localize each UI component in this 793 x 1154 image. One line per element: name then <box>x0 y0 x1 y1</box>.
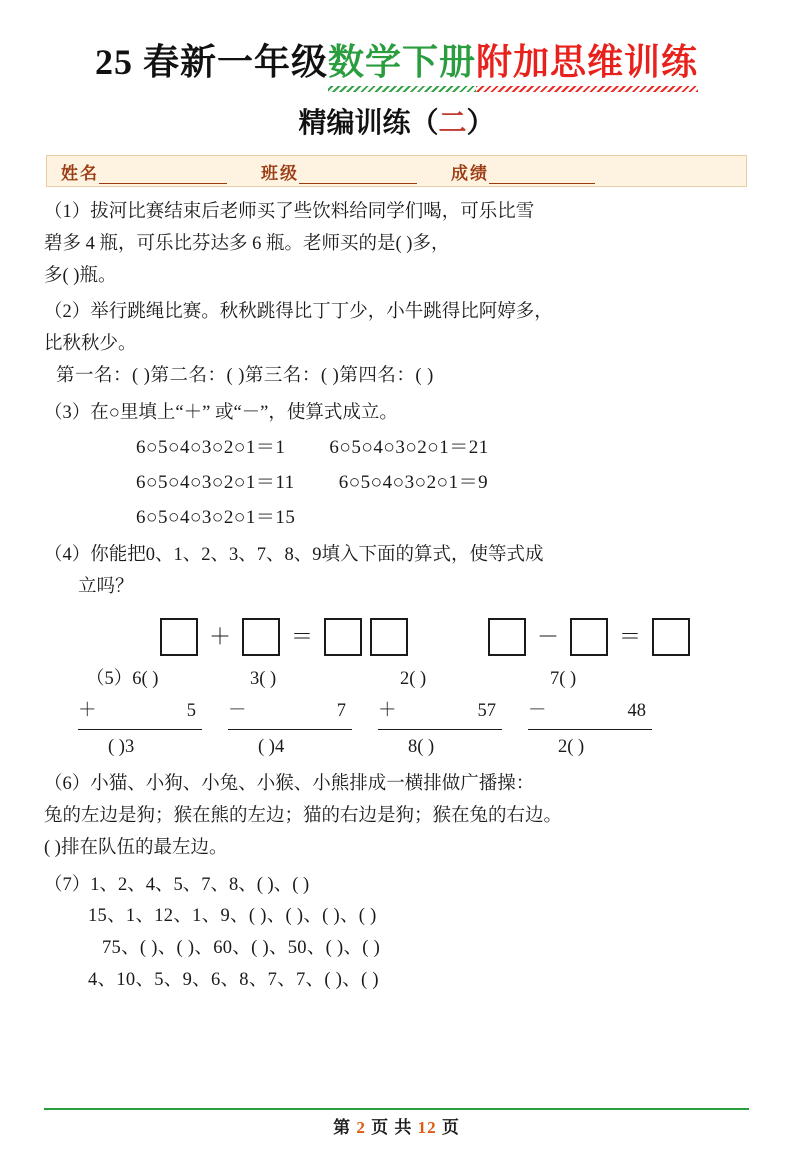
name-blank[interactable] <box>99 169 227 184</box>
answer-box[interactable] <box>242 618 280 656</box>
worksheet-page <box>0 34 793 1154</box>
score-field[interactable] <box>451 159 595 184</box>
question-3 <box>44 398 749 535</box>
footer-middle: 页 共 <box>371 1118 413 1137</box>
question-4-line-2: 立吗？ <box>78 576 134 597</box>
vertical-sum-3-mid <box>378 696 502 731</box>
title-part-green: 数学下册 <box>328 34 476 85</box>
question-4-equals-2: ＝ <box>619 623 642 649</box>
answer-box[interactable] <box>160 618 198 656</box>
vertical-sum-3 <box>378 664 528 764</box>
question-2-line-1: （2）举行跳绳比赛。秋秋跳得比丁丁少，小牛跳得比阿婷多， <box>44 302 553 323</box>
question-1-line-3: 多( )瓶。 <box>44 265 117 286</box>
footer-suffix: 页 <box>441 1118 460 1137</box>
question-2 <box>44 297 749 392</box>
vertical-sum-1-number: 5 <box>186 700 196 721</box>
vertical-sum-3-number: 57 <box>477 700 496 721</box>
question-4-operator-2: － <box>537 623 560 649</box>
question-3-equation-2b: 6○5○4○3○2○1＝9 <box>338 471 489 493</box>
question-2-line-2: 比秋秋少。 <box>44 334 137 355</box>
question-4-line-1: （4）你能把0、1、2、3、7、8、9填入下面的算式，使等式成 <box>44 545 544 566</box>
question-3-equation-row-2 <box>44 465 749 500</box>
vertical-sum-3-result: 8( ) <box>408 737 435 758</box>
vertical-sum-2-number: 7 <box>336 700 346 721</box>
question-6-line-2: 兔的左边是狗；猴在熊的左边；猫的右边是狗；猴在兔的右边。 <box>44 805 563 826</box>
question-1-line-1: （1）拔河比赛结束后老师买了些饮料给同学们喝，可乐比雪 <box>44 202 535 222</box>
footer-prefix: 第 <box>333 1118 352 1137</box>
page-title <box>0 34 793 85</box>
question-3-equation-3a: 6○5○4○3○2○1＝15 <box>136 506 296 528</box>
question-3-line-1: （3）在○里填上“＋” 或“－”，使算式成立。 <box>44 402 398 423</box>
vertical-sum-3-operator: ＋ <box>378 700 397 721</box>
vertical-sum-1-result: ( )3 <box>108 737 135 758</box>
question-1-line-2: 碧多 4 瓶，可乐比芬达多 6 瓶。老师买的是( )多， <box>44 233 450 254</box>
name-field[interactable] <box>61 159 227 184</box>
question-7-line-4: 4、10、5、9、6、8、7、7、( )、( ) <box>88 970 379 991</box>
subtitle-suffix: ） <box>466 108 495 139</box>
class-field[interactable] <box>261 159 417 184</box>
question-3-equation-row-1 <box>44 430 749 465</box>
question-7 <box>44 870 749 997</box>
class-label: 班级 <box>261 163 299 183</box>
question-4-operator-1: ＋ <box>209 623 232 649</box>
question-3-equation-1a: 6○5○4○3○2○1＝1 <box>136 436 286 458</box>
vertical-sum-2-mid <box>228 696 352 731</box>
question-6-line-3: ( )排在队伍的最左边。 <box>44 837 228 858</box>
vertical-sum-4-result: 2( ) <box>558 737 585 758</box>
vertical-sum-4 <box>528 664 678 764</box>
vertical-sum-1-top <box>78 664 228 696</box>
question-3-equation-2a: 6○5○4○3○2○1＝11 <box>136 471 295 493</box>
question-5-columns <box>44 664 749 764</box>
question-4-box-row <box>44 618 749 656</box>
student-info-bar <box>46 155 747 187</box>
vertical-sum-4-number: 48 <box>627 700 646 721</box>
answer-box[interactable] <box>570 618 608 656</box>
subtitle-prefix: 精编训练（ <box>298 108 439 139</box>
name-label: 姓名 <box>61 163 99 183</box>
vertical-sum-2-operator: － <box>228 700 247 721</box>
answer-box[interactable] <box>488 618 526 656</box>
title-part-black: 25 春新一年级 <box>94 42 328 82</box>
score-blank[interactable] <box>489 169 595 184</box>
vertical-sum-1-mid <box>78 696 202 731</box>
subtitle-number: 二 <box>438 108 467 139</box>
question-7-line-1: （7）1、2、4、5、7、8、( )、( ) <box>44 874 310 895</box>
question-2-rank-line: 第一名：( )第二名：( )第三名：( )第四名：( ) <box>56 366 434 387</box>
question-1 <box>44 197 749 292</box>
vertical-sum-3-operand: 2( ) <box>400 668 427 689</box>
page-subtitle <box>0 101 793 141</box>
vertical-sum-1-operand: 6( ) <box>132 668 159 689</box>
question-4-equals-1: ＝ <box>291 623 314 649</box>
title-part-red: 附加思维训练 <box>476 34 698 85</box>
worksheet-content <box>44 197 749 997</box>
answer-box[interactable] <box>370 618 408 656</box>
question-6-line-1: （6）小猫、小狗、小兔、小猴、小熊排成一横排做广播操： <box>44 774 535 795</box>
question-5-label: （5） <box>86 668 133 689</box>
question-5 <box>44 664 749 764</box>
vertical-sum-4-operand: 7( ) <box>550 668 577 689</box>
vertical-sum-4-operator: － <box>528 700 547 721</box>
vertical-sum-4-mid <box>528 696 652 731</box>
vertical-sum-1 <box>78 664 228 764</box>
class-blank[interactable] <box>299 169 417 184</box>
footer-divider <box>44 1108 749 1110</box>
footer-total-pages: 12 <box>417 1118 437 1137</box>
question-3-equation-row-3 <box>44 500 749 535</box>
vertical-sum-2 <box>228 664 378 764</box>
footer-page-number: 2 <box>356 1118 366 1137</box>
question-4 <box>44 540 749 656</box>
answer-box[interactable] <box>324 618 362 656</box>
question-7-line-2: 15、1、12、1、9、( )、( )、( )、( ) <box>88 906 377 927</box>
page-footer <box>0 1113 793 1138</box>
question-7-line-3: 75、( )、( )、60、( )、50、( )、( ) <box>102 938 381 959</box>
vertical-sum-2-result: ( )4 <box>258 737 285 758</box>
answer-box[interactable] <box>652 618 690 656</box>
vertical-sum-1-operator: ＋ <box>78 700 97 721</box>
vertical-sum-2-operand: 3( ) <box>250 668 277 689</box>
question-6 <box>44 769 749 864</box>
score-label: 成绩 <box>451 163 489 183</box>
question-3-equation-1b: 6○5○4○3○2○1＝21 <box>329 436 489 458</box>
